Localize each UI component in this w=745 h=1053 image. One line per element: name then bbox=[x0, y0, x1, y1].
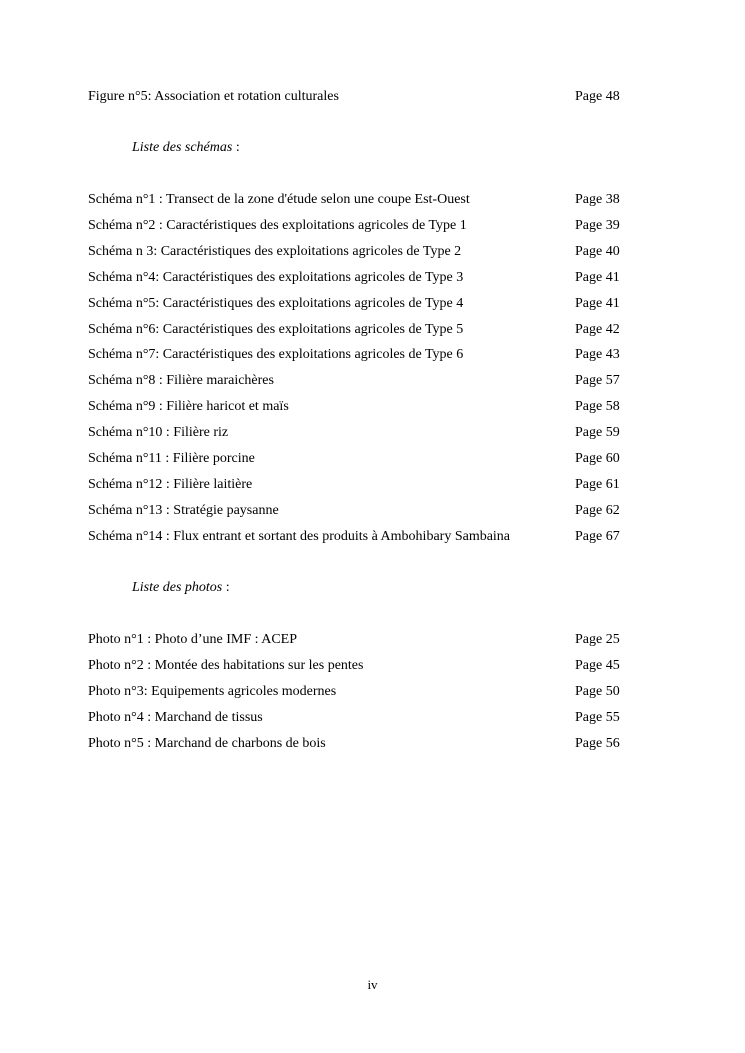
entry-label: Schéma n°12 : Filière laitière bbox=[88, 477, 253, 492]
schema-entry bbox=[88, 423, 623, 443]
entry-label: Schéma n°8 : Filière maraichères bbox=[88, 373, 274, 388]
photos-heading-title: Liste des photos bbox=[132, 580, 223, 595]
schemas-heading-suffix: : bbox=[232, 140, 240, 155]
photos-heading-suffix: : bbox=[222, 580, 230, 595]
photos-heading bbox=[132, 578, 230, 598]
photo-entry bbox=[88, 708, 623, 728]
entry-label: Figure n°5: Association et rotation culturales bbox=[88, 89, 339, 104]
entry-label: Schéma n°11 : Filière porcine bbox=[88, 451, 255, 466]
schemas-heading bbox=[132, 138, 240, 158]
entry-page: Page 67 bbox=[575, 529, 620, 544]
schema-entry bbox=[88, 449, 623, 469]
entry-page: Page 42 bbox=[575, 322, 620, 337]
schema-entry bbox=[88, 345, 623, 365]
entry-page: Page 50 bbox=[575, 684, 620, 699]
schema-entry bbox=[88, 216, 623, 236]
entry-label: Photo n°3: Equipements agricoles modernes bbox=[88, 684, 337, 699]
entry-label: Photo n°1 : Photo d’une IMF : ACEP bbox=[88, 632, 298, 647]
entry-page: Page 41 bbox=[575, 296, 620, 311]
entry-label: Schéma n°4: Caractéristiques des exploitations agricoles de Type 3 bbox=[88, 270, 464, 285]
schema-entry bbox=[88, 190, 623, 210]
entry-label: Schéma n°5: Caractéristiques des exploitations agricoles de Type 4 bbox=[88, 296, 464, 311]
entry-label: Schéma n°6: Caractéristiques des exploitations agricoles de Type 5 bbox=[88, 322, 464, 337]
figure-entry bbox=[88, 87, 623, 107]
entry-page: Page 41 bbox=[575, 270, 620, 285]
photo-entry bbox=[88, 734, 623, 754]
schema-entry bbox=[88, 501, 623, 521]
schema-entry bbox=[88, 320, 623, 340]
photo-entry bbox=[88, 656, 623, 676]
schema-entry bbox=[88, 475, 623, 495]
entry-label: Photo n°2 : Montée des habitations sur les pentes bbox=[88, 658, 364, 673]
entry-page: Page 57 bbox=[575, 373, 620, 388]
schema-entry bbox=[88, 294, 623, 314]
entry-page: Page 39 bbox=[575, 218, 620, 233]
page-number: iv bbox=[367, 977, 378, 992]
entry-label: Schéma n°2 : Caractéristiques des exploitations agricoles de Type 1 bbox=[88, 218, 467, 233]
photo-entry bbox=[88, 630, 623, 650]
entry-page: Page 55 bbox=[575, 710, 620, 725]
entry-page: Page 60 bbox=[575, 451, 620, 466]
entry-page: Page 61 bbox=[575, 477, 620, 492]
entry-label: Schéma n°10 : Filière riz bbox=[88, 425, 229, 440]
schema-entry bbox=[88, 268, 623, 288]
entry-label: Schéma n°14 : Flux entrant et sortant des produits à Ambohibary Sambaina bbox=[88, 529, 511, 544]
entry-label: Schéma n°9 : Filière haricot et maïs bbox=[88, 399, 289, 414]
entry-label: Schéma n°13 : Stratégie paysanne bbox=[88, 503, 279, 518]
entry-page: Page 40 bbox=[575, 244, 620, 259]
entry-page: Page 62 bbox=[575, 503, 620, 518]
photo-entry bbox=[88, 682, 623, 702]
schemas-heading-title: Liste des schémas bbox=[132, 140, 233, 155]
entry-page: Page 38 bbox=[575, 192, 620, 207]
schema-entry bbox=[88, 397, 623, 417]
entry-label: Schéma n°7: Caractéristiques des exploitations agricoles de Type 6 bbox=[88, 347, 464, 362]
schema-entry bbox=[88, 242, 623, 262]
entry-page: Page 58 bbox=[575, 399, 620, 414]
entry-page: Page 56 bbox=[575, 736, 620, 751]
entry-label: Photo n°5 : Marchand de charbons de bois bbox=[88, 736, 326, 751]
schema-entry bbox=[88, 527, 623, 547]
entry-page: Page 59 bbox=[575, 425, 620, 440]
entry-page: Page 25 bbox=[575, 632, 620, 647]
entry-label: Photo n°4 : Marchand de tissus bbox=[88, 710, 263, 725]
entry-label: Schéma n 3: Caractéristiques des exploitations agricoles de Type 2 bbox=[88, 244, 462, 259]
entry-label: Schéma n°1 : Transect de la zone d'étude selon une coupe Est-Ouest bbox=[88, 192, 470, 207]
entry-page: Page 48 bbox=[575, 89, 620, 104]
schema-entry bbox=[88, 371, 623, 391]
entry-page: Page 45 bbox=[575, 658, 620, 673]
entry-page: Page 43 bbox=[575, 347, 620, 362]
